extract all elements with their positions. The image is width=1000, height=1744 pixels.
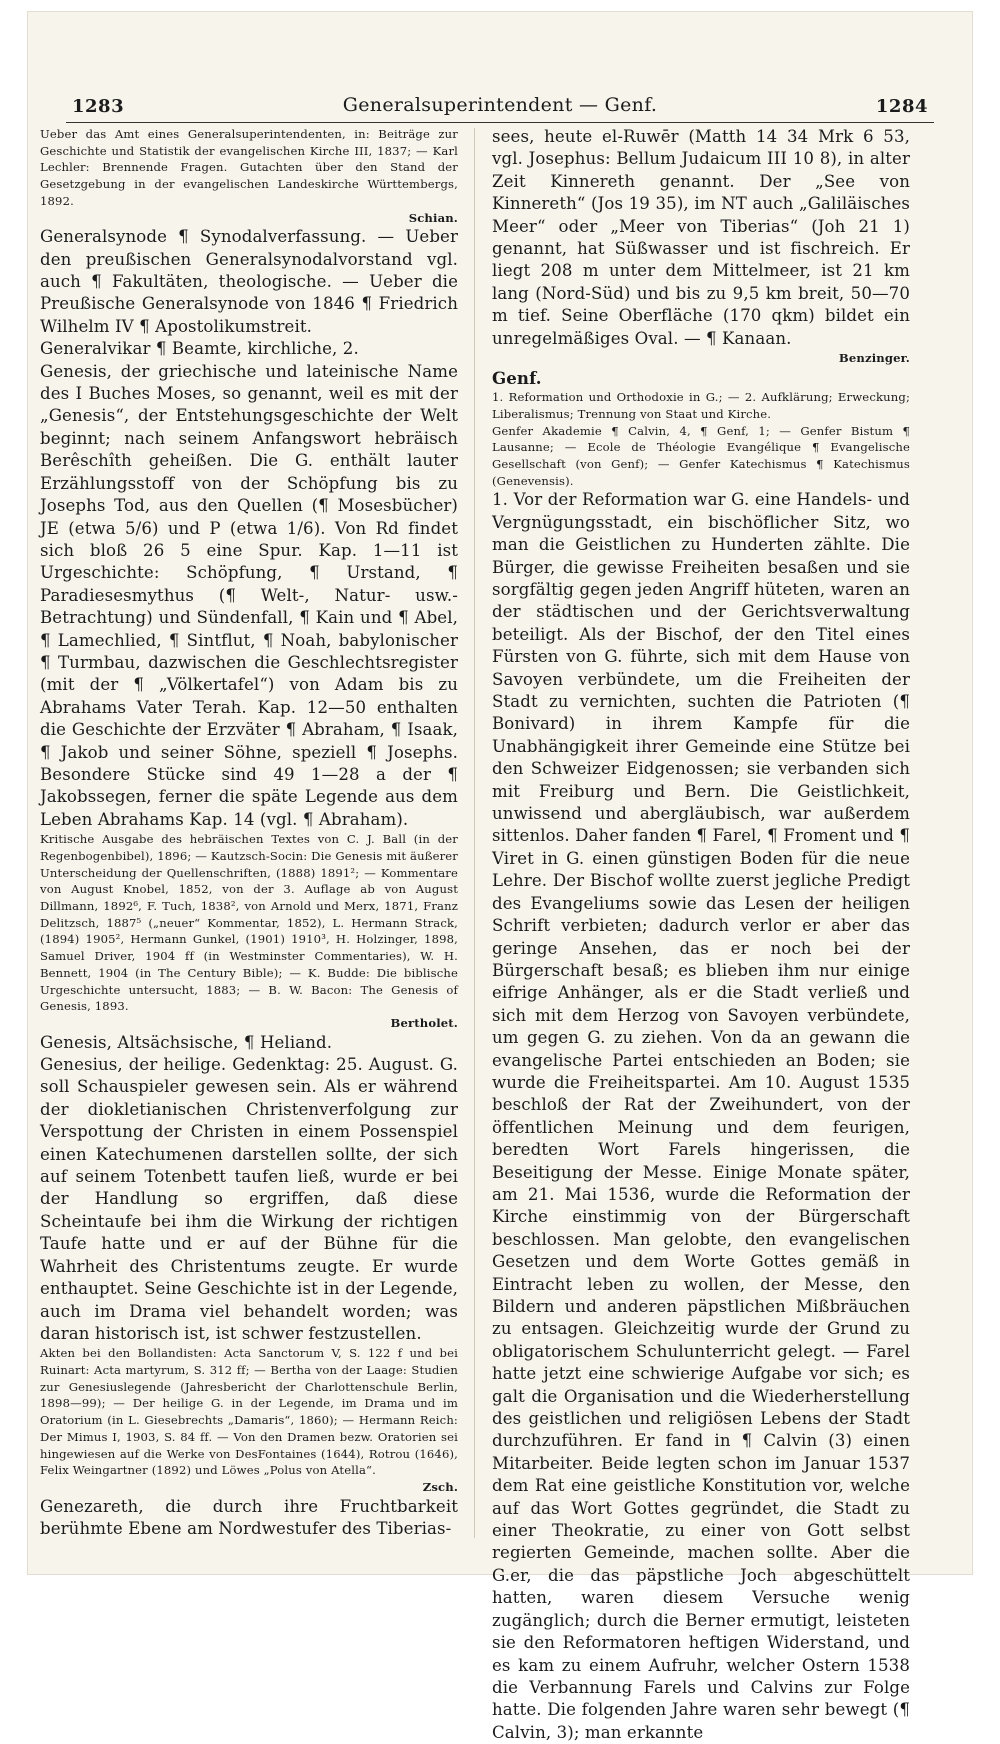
cross-references: Genfer Akademie ¶ Calvin, 4, ¶ Genf, 1; — Genfer Bistum ¶ Lausanne; — Ecole de Théologie Evangélique ¶ Evangelische Gesellschaft (von Genf); — Genfer Katechismus ¶ Katechismus (Genevensis). (492, 423, 910, 488)
literature-paragraph: Ueber das Amt eines Generalsuperintendenten, in: Beiträge zur Geschichte und Statistik der evangelischen Kirche III, 1837; — Karl Lechler: Brennende Fragen. Gutachten über den Stand der Gesetzgebung in der evangelischen Landeskirche Württembergs, 1892. (40, 127, 458, 208)
author-signature: Zsch. (422, 1479, 458, 1494)
entry-genezareth: Genezareth, die durch ihre Fruchtbarkeit berühmte Ebene am Nordwestufer des Tiberias- (40, 1496, 458, 1539)
literature-paragraph: Kritische Ausgabe des hebräischen Textes von C. J. Ball (in der Regenbogenbibel), 1896; — Kautzsch-Socin: Die Genesis mit äußerer Unterscheidung der Quellenschriften, (1888) 1891²; — Kommentare von August Knobel, 1852, von der 3. Auflage ab von August Dillmann, 1892⁶, F. Tuch, 1838², von Arnold und Merx, 1871, Franz Delitzsch, 1887⁵ („neuer“ Kommentar, 1852), L. Hermann Strack, (1894) 1905², Hermann Gunkel, (1901) 1910³, H. Holzinger, 1898, Samuel Driver, 1904 ff (in Westminster Commentaries), W. H. Bennett, 1904 (in The Century Bible); — K. Budde: Die biblische Urgeschichte untersucht, 1883; — B. W. Bacon: The Genesis of Genesis, 1893. (40, 832, 458, 1014)
author-signature: Schian. (408, 210, 458, 225)
author-signature: Benzinger. (838, 351, 910, 366)
article-outline: 1. Reformation und Orthodoxie in G.; — 2. Aufklärung; Erweckung; Liberalismus; Trennung von Staat und Kirche. (492, 390, 910, 421)
column-divider (474, 128, 475, 1538)
entry-genesis: Genesis, der griechische und lateinische Name des I Buches Moses, so genannt, weil es mit der „Genesis“, der Entstehungsgeschichte der Welt beginnt; nach seinem Anfangswort hebräisch Berêschîth geheißen. Die G. enthält lauter Erzählungsstoff von der Schöpfung bis zu Josephs Tod, aus den Quellen (¶ Mosesbücher) JE (etwa 5/6) und P (etwa 1/6). Von Rd findet sich bloß 26 5 eine Spur. Kap. 1—11 ist Urgeschichte: Schöpfung, ¶ Urstand, ¶ Paradiesesmythus (¶ Welt-, Natur- usw.-Betrachtung) und Sündenfall, ¶ Kain und ¶ Abel, ¶ Lamechlied, ¶ Sintflut, ¶ Noah, babylonischer ¶ Turmbau, dazwischen die Geschlechtsregister (mit der ¶ „Völkertafel“) von Adam bis zu Abrahams Vater Terah. Kap. 12—50 enthalten die Geschichte der Erzväter ¶ Abraham, ¶ Isaak, ¶ Jakob und seiner Söhne, speziell ¶ Josephs. Besondere Stücke sind 49 1—28 a der ¶ Jakobssegen, ferner die späte Legende aus dem Leben Abrahams Kap. 14 (vgl. ¶ Abraham). (40, 361, 458, 829)
entry-generalvikar: Generalvikar ¶ Beamte, kirchliche, 2. (40, 339, 359, 359)
page-number-right: 1284 (875, 96, 928, 117)
page-number-left: 1283 (72, 96, 125, 117)
entry-genf-heading: Genf. (492, 367, 542, 388)
entry-genesius: Genesius, der heilige. Gedenktag: 25. August. G. soll Schauspieler gewesen sein. Als er während der diokletianischen Christenverfolgung zur Verspottung der Christen in einem Possenspiel einen Katechumenen darstellen sollte, der sich auf seinem Totenbett taufen ließ, wurde er bei der Handlung so ergriffen, daß diese Scheintaufe bei ihm die Wirkung der richtigen Taufe hatte und er auf der Bühne für die Wahrheit des Christentums zeugte. Er wurde enthauptet. Seine Geschichte ist in der Legende, auch im Drama viel behandelt worden; was daran historisch ist, ist schwer festzustellen. (40, 1055, 458, 1343)
left-column (40, 126, 458, 1546)
literature-paragraph: Akten bei den Bollandisten: Acta Sanctorum V, S. 122 f und bei Ruinart: Acta martyrum, S. 312 ff; — Bertha von der Laage: Studien zur Genesiuslegende (Jahresbericht der Charlottenschule Berlin, 1898—99); — Der heilige G. in der Legende, im Drama und im Oratorium (in L. Giesebrechts „Damaris“, 1860); — Hermann Reich: Der Mimus I, 1903, S. 84 ff. — Von den Dramen bezw. Oratorien sei hingewiesen auf die Werke von DesFontaines (1644), Rotrou (1646), Felix Weingartner (1892) und Löwes „Polus von Atella“. (40, 1346, 458, 1478)
page-header (66, 90, 934, 123)
right-column (492, 126, 910, 1742)
entry-genesis-altsaechsische: Genesis, Altsächsische, ¶ Heliand. (40, 1032, 333, 1052)
entry-genf-section-1: 1. Vor der Reformation war G. eine Handels- und Vergnügungsstadt, ein bischöflicher Sitz, wo man die Geistlichen zu Hunderten zählte. Die Bürger, die gewisse Freiheiten besaßen und sie sorgfältig gegen jeden Angriff hüteten, waren an der städtischen und der Gerichtsverwaltung beteiligt. Als der Bischof, der den Titel eines Fürsten von G. führte, sich mit dem Hause von Savoyen verbündete, um die Freiheiten der Stadt zu vernichten, suchten die Patrioten (¶ Bonivard) in ihrem Kampfe für die Unabhängigkeit ihrer Gemeinde eine Stütze bei den Schweizer Eidgenossen; sie verbanden sich mit Freiburg und Bern. Die Geistlichkeit, unwissend und abergläubisch, war außerdem sittenlos. Daher fanden ¶ Farel, ¶ Froment und ¶ Viret in G. einen günstigen Boden für die neue Lehre. Der Bischof wollte zuerst jegliche Predigt des Evangeliums sowie das Lesen der heiligen Schrift verbieten; dadurch verlor er aber das geringe Ansehen, das er noch bei der Bürgerschaft besaß; es blieben ihm nur einige eifrige Anhänger, als er die Stadt verließ und sich mit dem Herzog von Savoyen verbündete, um gegen G. zu ziehen. Von da an gewann die evangelische Partei entschieden an Boden; sie wurde die Freiheitspartei. Am 10. August 1535 beschloß der Rat der Zweihundert, von der öffentlichen Meinung und dem feurigen, beredten Wort Farels hingerissen, die Beseitigung der Messe. Einige Monate später, am 21. Mai 1536, wurde die Reformation der Kirche einstimmig von der Bürgerschaft beschlossen. Man gelobte, den evangelischen Gesetzen und dem Worte Gottes gemäß in Eintracht leben zu wollen, der Messe, den Bildern und anderen päpstlichen Mißbräuchen zu entsagen. Gleichzeitig wurde der Grund zu obligatorischem Schulunterricht gelegt. — Farel hatte jetzt eine schwierige Aufgabe vor sich; es galt die Organisation und die Wiederherstellung des geistlichen und religiösen Lebens der Stadt durchzuführen. Er fand in ¶ Calvin (3) einen Mitarbeiter. Beide legten schon im Januar 1537 dem Rat eine geistliche Konstitution vor, welche auf das Wort Gottes gegründet, die Stadt zu einer Theokratie, zu einer von Gott selbst regierten Gemeinde, machen sollte. Aber die G.er, die das päpstliche Joch abgeschüttelt hatten, waren diesem Versuche wenig zugänglich; durch die Berner ermutigt, leisteten sie den Reformatoren heftigen Widerstand, und es kam zu einem Aufruhr, welcher Ostern 1538 die Verbannung Farels und Calvins zur Folge hatte. Die folgenden Jahre waren sehr bewegt (¶ Calvin, 3); man erkannte (492, 490, 910, 1742)
author-signature: Bertholet. (390, 1015, 458, 1030)
entry-generalsynode: Generalsynode ¶ Synodalverfassung. — Ueber den preußischen Generalsynodalvorstand vgl. auch ¶ Fakultäten, theologische. — Ueber die Preußische Generalsynode von 1846 ¶ Friedrich Wilhelm IV ¶ Apostolikumstreit. (40, 227, 458, 336)
running-title: Generalsuperintendent — Genf. (342, 94, 658, 116)
entry-genezareth-continued: sees, heute el-Ruwēr (Matth 14 34 Mrk 6 53, vgl. Josephus: Bellum Judaicum III 10 8), in alter Zeit Kinnereth genannt. Der „See von Kinnereth“ (Jos 19 35), im NT auch „Galiläisches Meer“ oder „Meer von Tiberias“ (Joh 21 1) genannt, hat Süßwasser und ist fischreich. Er liegt 208 m unter dem Mittelmeer, ist 21 km lang (Nord-Süd) und bis zu 9,5 km breit, 50—70 m tief. Seine Oberfläche (170 qkm) bildet ein unregelmäßiges Oval. — ¶ Kanaan. (492, 127, 910, 348)
